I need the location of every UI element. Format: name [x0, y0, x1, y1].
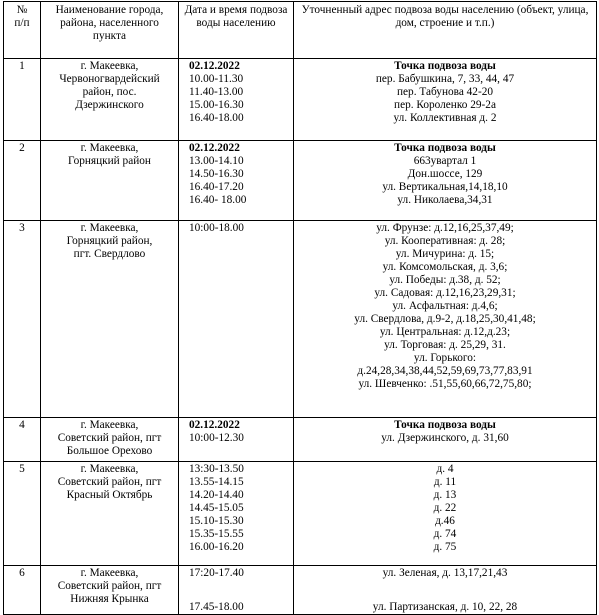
time-slot: 14.20-14.40 — [189, 489, 244, 501]
address-line: ул. Кооперативная: д. 28; — [384, 235, 506, 247]
place-line: Дзержинского — [75, 99, 144, 111]
time-slot: 14.45-15.05 — [189, 502, 244, 514]
row-address — [294, 59, 597, 141]
place-line: Червоногвардейский — [59, 73, 160, 85]
time-slot: 16.40-17.20 — [189, 181, 244, 193]
table-row — [4, 462, 597, 566]
water-delivery-table — [3, 1, 597, 615]
row-time — [179, 462, 294, 566]
time-slot: 15.00-16.30 — [189, 99, 244, 111]
table-header-row — [4, 2, 597, 59]
address-line: пер. Короленко 29-2а — [394, 99, 496, 111]
place-line: г. Макеевка, — [80, 567, 139, 579]
row-address — [294, 418, 597, 462]
address-line: 663увартал 1 — [413, 155, 477, 167]
time-slot: 13.00-14.10 — [189, 155, 244, 167]
row-place — [41, 566, 179, 615]
time-slot: 10:00-18.00 — [189, 222, 244, 234]
header-num: № п/п — [4, 2, 41, 59]
delivery-point-heading: Точка подвоза воды — [394, 419, 496, 431]
address-line: д. 11 — [433, 476, 457, 488]
address-line: ул. Мичурина: д. 15; — [395, 248, 495, 260]
place-line: Нижняя Крынка — [70, 593, 149, 605]
row-number: 2 — [4, 141, 41, 221]
place-line: пгт. Свердлово — [73, 248, 146, 260]
address-line: ул. Комсомольская, д. 3,6; — [382, 261, 508, 273]
row-place — [41, 418, 179, 462]
address-line: ул. Шевченко: .51,55,60,66,72,75,80; — [358, 378, 532, 390]
place-line: Большое Орехово — [66, 445, 153, 457]
time-slot: 11.40-13.00 — [189, 86, 244, 98]
address-line: ул. Садовая: д.12,16,23,29,31; — [374, 287, 516, 299]
place-line: Советский район, пгт — [57, 432, 162, 444]
address-line: д. 4 — [436, 463, 454, 475]
place-line: г. Макеевка, — [80, 142, 139, 154]
address-line: ул. Вертикальная,14,18,10 — [382, 181, 508, 193]
address-line: ул. Победы: д.38, д. 52; — [389, 274, 501, 286]
address-line: д.24,28,34,38,44,52,59,69,73,77,83,91 — [357, 365, 533, 377]
place-line: Красный Октябрь — [66, 489, 153, 501]
address-line: ул. Зеленая, д. 13,17,21,43 — [382, 567, 508, 579]
delivery-date: 02.12.2022 — [189, 60, 240, 72]
time-slot: 14.50-16.30 — [189, 168, 244, 180]
row-place — [41, 141, 179, 221]
place-line: Горняцкий район — [68, 155, 151, 167]
row-address — [294, 141, 597, 221]
delivery-point-heading: Точка подвоза воды — [394, 142, 496, 154]
address-line: ул. Фрунзе: д.12,16,25,37,49; — [376, 222, 514, 234]
time-slot: 13.55-14.15 — [189, 476, 244, 488]
address-line: ул. Асфальтная: д.4,6; — [392, 300, 498, 312]
row-place — [41, 221, 179, 418]
address-line: Дон.шоссе, 129 — [407, 168, 483, 180]
time-slot: 15.10-15.30 — [189, 515, 244, 527]
row-address — [294, 566, 597, 615]
place-line: Советский район, пгт — [57, 580, 162, 592]
time-slot: 16.00-16.20 — [189, 541, 244, 553]
address-line: ул. Партизанская, д. 10, 22, 28 — [372, 601, 518, 613]
place-line: г. Макеевка, — [80, 60, 139, 72]
place-line: Горняцкий район, — [66, 235, 153, 247]
row-time — [179, 141, 294, 221]
address-line: ул. Николаева,34,31 — [397, 194, 493, 206]
time-slot: 17:20-17.40 — [189, 567, 244, 579]
time-slot: 17.45-18.00 — [189, 601, 244, 613]
place-line: Советский район, пгт — [57, 476, 162, 488]
row-number: 4 — [4, 418, 41, 462]
delivery-point-heading: Точка подвоза воды — [394, 60, 496, 72]
place-line: г. Макеевка, — [80, 222, 139, 234]
time-slot: 16.40- 18.00 — [189, 194, 247, 206]
table-row — [4, 59, 597, 141]
address-line: ул. Коллективная д. 2 — [393, 112, 497, 124]
row-time — [179, 221, 294, 418]
address-line: пер. Бабушкина, 7, 33, 44, 47 — [375, 73, 515, 85]
place-line: г. Макеевка, — [80, 463, 139, 475]
row-time — [179, 418, 294, 462]
address-line: д.46 — [435, 515, 455, 527]
row-place — [41, 462, 179, 566]
table-row — [4, 221, 597, 418]
time-slot: 10:00-12.30 — [189, 432, 244, 444]
table-row — [4, 141, 597, 221]
row-number: 3 — [4, 221, 41, 418]
row-address — [294, 462, 597, 566]
address-line: ул. Торговая: д. 25,29, 31. — [384, 339, 506, 351]
time-slot: 16.40-18.00 — [189, 112, 244, 124]
address-line: ул. Дзержинского, д. 31,60 — [381, 432, 509, 444]
address-line: д. 75 — [433, 541, 457, 553]
row-number: 5 — [4, 462, 41, 566]
time-slot: 13:30-13.50 — [189, 463, 244, 475]
row-time — [179, 59, 294, 141]
address-line: ул. Горького: — [413, 352, 477, 364]
row-address — [294, 221, 597, 418]
table-row — [4, 566, 597, 615]
row-number: 6 — [4, 566, 41, 615]
time-slot: 15.35-15.55 — [189, 528, 244, 540]
place-line: район, пос. — [82, 86, 137, 98]
time-slot: 10.00-11.30 — [189, 73, 244, 85]
place-line: г. Макеевка, — [80, 419, 139, 431]
address-line: ул. Свердлова, д.9-2, д.18,25,30,41,48; — [354, 313, 536, 325]
header-address: Уточненный адрес подвоза воды населению (объект, улица, дом, строение и т.п.) — [294, 2, 597, 59]
delivery-date: 02.12.2022 — [189, 142, 240, 154]
row-number: 1 — [4, 59, 41, 141]
address-line: ул. Центральная: д.12,д.23; — [379, 326, 511, 338]
delivery-date: 02.12.2022 — [189, 419, 240, 431]
table-row — [4, 418, 597, 462]
header-time: Дата и время подвоза воды населению — [179, 2, 294, 59]
address-line: пер. Табунова 42-20 — [396, 86, 494, 98]
address-line: д. 74 — [433, 528, 457, 540]
header-place: Наименование города, района, населенного пункта — [41, 2, 179, 59]
address-line: д. 13 — [433, 489, 457, 501]
address-line: д. 22 — [433, 502, 457, 514]
row-time — [179, 566, 294, 615]
row-place — [41, 59, 179, 141]
